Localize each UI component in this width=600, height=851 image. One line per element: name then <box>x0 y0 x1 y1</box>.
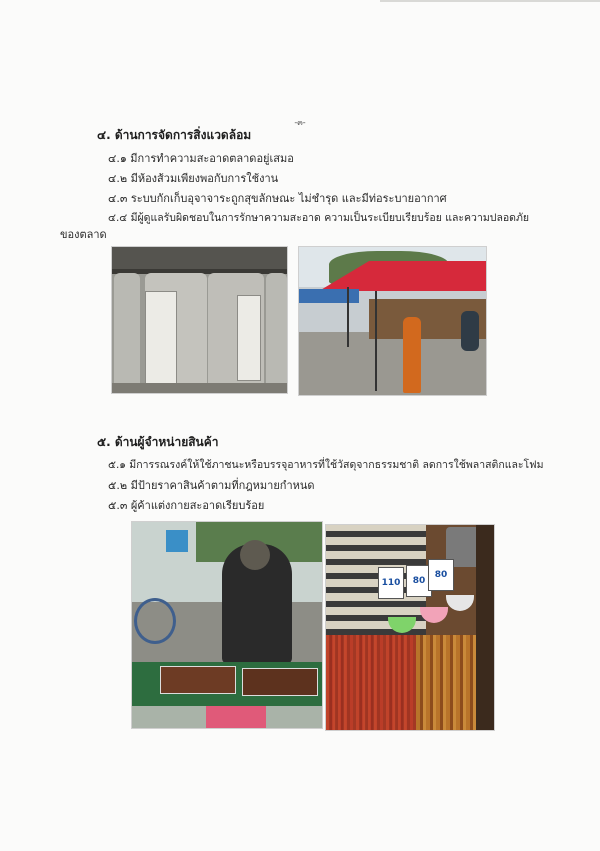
section-4-item-1: ๔.๑ มีการทำความสะอาดตลาดอยู่เสมอ <box>108 152 294 165</box>
vendor-photo <box>131 521 323 729</box>
section-5-item-3: ๕.๓ ผู้ค้าแต่งกายสะอาดเรียบร้อย <box>108 499 265 512</box>
egg-stall-photo <box>325 524 495 731</box>
price-tag: 80 <box>406 565 432 597</box>
section-5-item-1: ๕.๑ มีการรณรงค์ให้ใช้ภาชนะหรือบรรจุอาหารที่ใช้วัสดุจากธรรมชาติ ลดการใช้พลาสติกและโฟม <box>108 459 544 471</box>
section-4-heading: ๔. ด้านการจัดการสิ่งแวดล้อม <box>97 128 252 142</box>
section-5-heading: ๕. ด้านผู้จำหน่ายสินค้า <box>97 435 219 449</box>
section-4-item-4: ๔.๔ มีผู้ดูแลรับผิดชอบในการรักษาความสะอาด ความเป็นระเบียบเรียบร้อย และความปลอดภัย <box>108 212 530 224</box>
section-4-item-2: ๔.๒ มีห้องส้วมเพียงพอกับการใช้งาน <box>108 172 279 185</box>
restroom-photo <box>111 246 288 394</box>
section-4-item-3: ๔.๓ ระบบกักเก็บอุจาจาระถูกสุขลักษณะ ไม่ชำรุด และมีท่อระบายอากาศ <box>108 192 447 205</box>
price-tag: 110 <box>378 567 404 599</box>
section-5-item-2: ๕.๒ มีป้ายราคาสินค้าตามที่กฎหมายกำหนด <box>108 479 315 492</box>
section-4-item-4-continuation: ของตลาด <box>60 228 107 241</box>
scan-edge-line <box>380 0 600 2</box>
market-tents-photo <box>298 246 487 396</box>
page-number: -๓- <box>294 118 306 127</box>
price-tag: 80 <box>428 559 454 591</box>
